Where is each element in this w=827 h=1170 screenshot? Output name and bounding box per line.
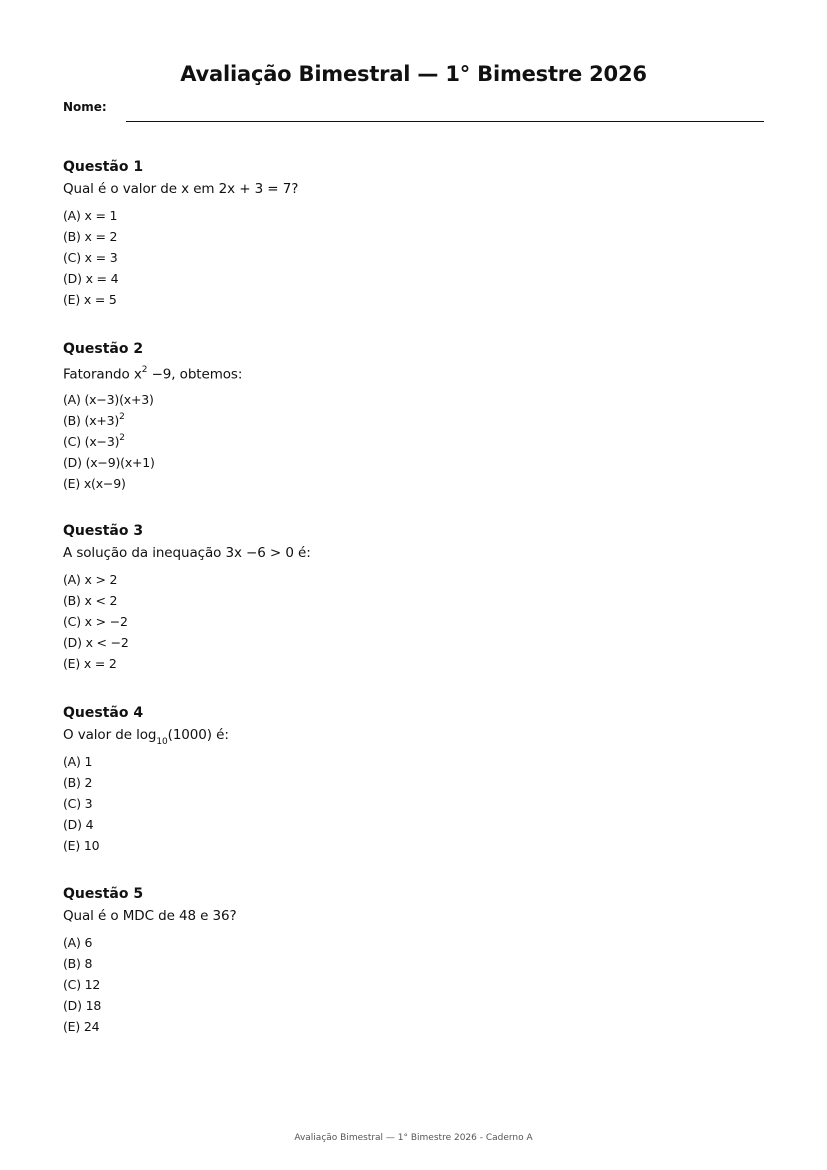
question-stem: Qual é o valor de x em 2x + 3 = 7?: [63, 181, 299, 197]
option-letter: (D): [63, 271, 82, 286]
option-d[interactable]: [63, 995, 763, 1016]
option-exponent: 2: [119, 433, 125, 443]
option-exponent: 2: [119, 412, 125, 422]
option-b[interactable]: [63, 772, 763, 793]
question-title: Questão 1: [63, 159, 144, 175]
option-text: x > −2: [84, 614, 128, 629]
question-3: [63, 521, 763, 674]
option-letter: (A): [63, 208, 81, 223]
option-letter: (C): [63, 434, 81, 450]
option-letter: (C): [63, 614, 81, 629]
option-letter: (E): [63, 656, 81, 671]
question-1: [63, 157, 763, 310]
option-text: x = 4: [85, 271, 119, 286]
option-text: 2: [84, 775, 93, 790]
option-e[interactable]: [63, 835, 763, 856]
option-text: 3: [84, 796, 93, 811]
option-b[interactable]: [63, 590, 763, 611]
option-text: x = 3: [84, 250, 118, 265]
option-text: x(x−9): [83, 476, 126, 492]
option-text: (x−3)(x+3): [84, 392, 154, 408]
option-letter: (A): [63, 754, 81, 769]
name-label: Nome:: [63, 100, 107, 114]
option-d[interactable]: [63, 814, 763, 835]
option-e[interactable]: [63, 471, 763, 492]
page-footer: Avaliação Bimestral — 1° Bimestre 2026 - Caderno A: [294, 1133, 533, 1143]
question-stem: A solução da inequação 3x −6 > 0 é:: [63, 545, 311, 561]
option-text: 8: [84, 956, 93, 971]
option-a[interactable]: [63, 205, 763, 226]
option-letter: (D): [63, 817, 82, 832]
question-stem: [63, 360, 763, 382]
page-title: Avaliação Bimestral — 1° Bimestre 2026: [180, 62, 647, 86]
option-letter: (A): [63, 392, 81, 408]
option-e[interactable]: [63, 1016, 763, 1037]
option-text: x < 2: [84, 593, 118, 608]
option-letter: (A): [63, 935, 81, 950]
option-letter: (E): [63, 1019, 81, 1034]
option-letter: (D): [63, 998, 82, 1013]
option-b[interactable]: [63, 953, 763, 974]
option-letter: (B): [63, 593, 81, 608]
option-a[interactable]: [63, 751, 763, 772]
option-letter: (B): [63, 229, 81, 244]
option-text: 12: [84, 977, 101, 992]
question-title: Questão 4: [63, 705, 144, 721]
question-5: [63, 884, 763, 1037]
option-c[interactable]: [63, 429, 763, 450]
stem-text-post: (1000) é:: [167, 727, 229, 743]
stem-text-pre: O valor de log: [63, 727, 157, 743]
option-text: (x−3): [84, 434, 120, 450]
option-e[interactable]: [63, 289, 763, 310]
option-letter: (C): [63, 796, 81, 811]
question-2: [63, 339, 763, 492]
option-text: (x+3): [84, 413, 120, 429]
option-c[interactable]: [63, 974, 763, 995]
option-text: (x−9)(x+1): [85, 455, 155, 471]
stem-text-pre: Fatorando x: [63, 366, 142, 383]
question-stem: [63, 724, 763, 746]
option-c[interactable]: [63, 247, 763, 268]
question-stem: Qual é o MDC de 48 e 36?: [63, 908, 237, 924]
option-a[interactable]: [63, 387, 763, 408]
option-text: 1: [84, 754, 93, 769]
option-text: 10: [83, 838, 100, 853]
option-text: x < −2: [85, 635, 129, 650]
option-letter: (C): [63, 250, 81, 265]
option-d[interactable]: [63, 450, 763, 471]
option-letter: (E): [63, 292, 81, 307]
option-text: x = 5: [83, 292, 117, 307]
option-text: 24: [83, 1019, 100, 1034]
option-letter: (B): [63, 956, 81, 971]
name-row: [63, 100, 764, 124]
stem-text-post: −9, obtemos:: [147, 366, 243, 383]
option-letter: (D): [63, 455, 82, 471]
option-letter: (C): [63, 977, 81, 992]
option-a[interactable]: [63, 569, 763, 590]
option-text: 18: [85, 998, 102, 1013]
option-b[interactable]: [63, 226, 763, 247]
question-4: [63, 703, 763, 856]
option-letter: (B): [63, 413, 81, 429]
option-text: x = 2: [83, 656, 117, 671]
option-letter: (E): [63, 476, 81, 492]
option-text: 4: [85, 817, 94, 832]
option-text: x = 1: [84, 208, 118, 223]
option-letter: (A): [63, 572, 81, 587]
name-input-line[interactable]: [126, 121, 764, 122]
option-c[interactable]: [63, 611, 763, 632]
option-letter: (D): [63, 635, 82, 650]
option-e[interactable]: [63, 653, 763, 674]
option-text: x = 2: [84, 229, 118, 244]
option-letter: (B): [63, 775, 81, 790]
stem-log-base: 10: [156, 736, 168, 747]
option-text: 6: [84, 935, 93, 950]
option-d[interactable]: [63, 632, 763, 653]
option-c[interactable]: [63, 793, 763, 814]
question-title: Questão 5: [63, 886, 144, 902]
option-a[interactable]: [63, 932, 763, 953]
option-letter: (E): [63, 838, 81, 853]
option-d[interactable]: [63, 268, 763, 289]
question-title: Questão 2: [63, 341, 144, 357]
option-text: x > 2: [84, 572, 118, 587]
option-b[interactable]: [63, 408, 763, 429]
stem-exponent: 2: [141, 365, 148, 375]
question-title: Questão 3: [63, 523, 144, 539]
